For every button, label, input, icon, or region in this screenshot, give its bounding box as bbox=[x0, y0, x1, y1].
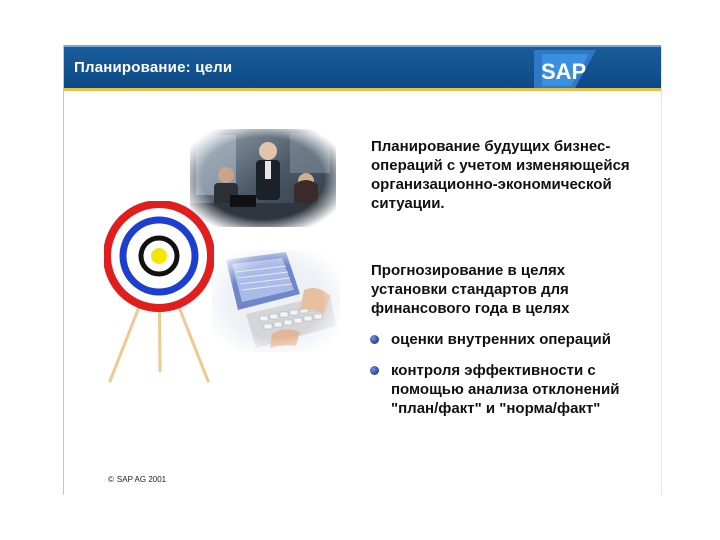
slide-title: Планирование: цели bbox=[74, 59, 233, 76]
copyright-text: SAP AG 2001 bbox=[116, 475, 167, 484]
archery-target-icon bbox=[104, 201, 214, 386]
planning-statement: Планирование будущих бизнес-операций с учетом изменяющейся организационно-экономической ситуации. bbox=[371, 138, 630, 212]
bullet-text: контроля эффективности с помощью анализа отклонений "план/факт" и "норма/факт" bbox=[391, 362, 620, 417]
bullet-dot-icon bbox=[370, 335, 379, 344]
bullet-list bbox=[367, 330, 652, 430]
list-item bbox=[367, 330, 652, 349]
sap-logo bbox=[534, 50, 596, 90]
slide-header bbox=[64, 45, 661, 88]
copyright-icon: © bbox=[108, 475, 114, 484]
computer-keyboard-photo bbox=[212, 250, 340, 352]
sap-logo-text: SAP bbox=[541, 59, 587, 84]
bullet-text: оценки внутренних операций bbox=[391, 331, 611, 348]
forecasting-statement: Прогнозирование в целях установки стандартов для финансового года в целях bbox=[371, 262, 570, 317]
header-accent-strip bbox=[64, 88, 661, 91]
copyright-notice bbox=[108, 475, 166, 484]
bullet-dot-icon bbox=[370, 366, 379, 375]
list-item bbox=[367, 361, 652, 418]
slide bbox=[63, 45, 662, 495]
